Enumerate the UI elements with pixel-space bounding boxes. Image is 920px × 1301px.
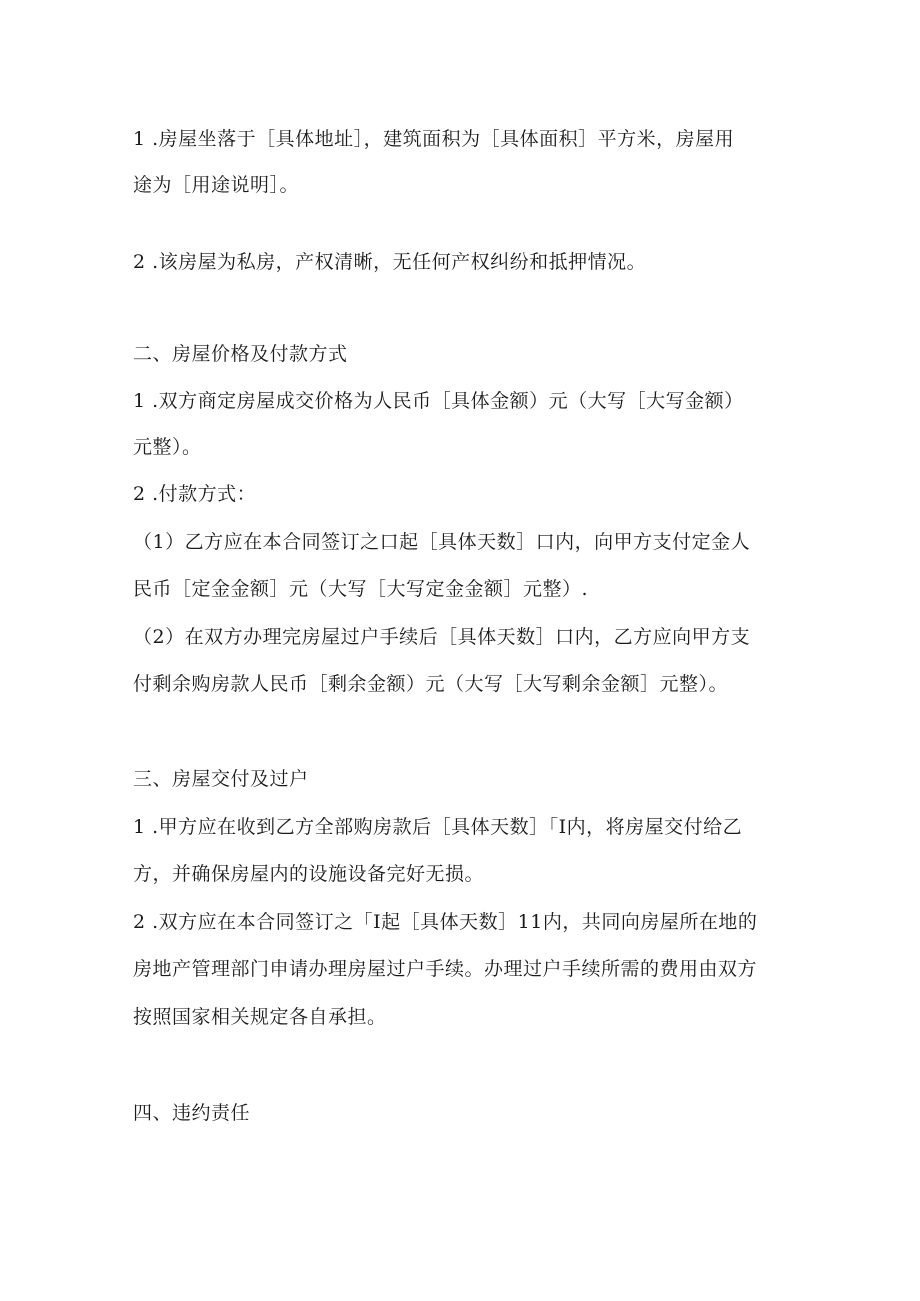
clause-2-2-1-line-2: 民币［定金金额］元（大写［大写定金金额］元整）. xyxy=(133,578,589,600)
clause-1-1-line-1: 1 .房屋坐落于［具体地址］，建筑面积为［具体面积］平方米，房屋用 xyxy=(133,128,735,150)
clause-1-2-line-1: 2 .该房屋为私房，产权清晰，无任何产权纠纷和抵押情况。 xyxy=(133,251,647,273)
clause-2-2-line-1: 2 .付款方式： xyxy=(133,483,257,505)
clause-2-1-line-1: 1 .双方商定房屋成交价格为人民币［具体金额）元（大写［大写金额） xyxy=(133,390,744,412)
clause-3-1-line-1: 1 .甲方应在收到乙方全部购房款后［具体天数］「I内，将房屋交付给乙 xyxy=(133,816,743,838)
clause-3-1-line-2: 方，并确保房屋内的设施设备完好无损。 xyxy=(133,863,485,885)
clause-3-2-line-3: 按照国家相关规定各自承担。 xyxy=(133,1006,387,1028)
clause-2-2-2-line-2: 付剩余购房款人民币［剩余金额）元（大写［大写剩余金额］元整）。 xyxy=(133,673,729,695)
section-heading-price-payment: 二、房屋价格及付款方式 xyxy=(133,343,348,365)
section-heading-delivery-transfer: 三、房屋交付及过户 xyxy=(133,768,309,790)
clause-1-1-line-2: 途为［用途说明］。 xyxy=(133,174,300,196)
clause-2-2-1-line-1: （1）乙方应在本合同签订之口起［具体天数］口内，向甲方支付定金人 xyxy=(133,531,751,553)
section-heading-breach-liability: 四、违约责任 xyxy=(133,1102,251,1124)
clause-3-2-line-2: 房地产管理部门申请办理房屋过户手续。办理过户手续所需的费用由双方 xyxy=(133,958,758,980)
clause-2-1-line-2: 元整）。 xyxy=(133,436,202,458)
clause-3-2-line-1: 2 .双方应在本合同签订之「I起［具体天数］11内，共同向房屋所在地的 xyxy=(133,911,758,933)
clause-2-2-2-line-1: （2）在双方办理完房屋过户手续后［具体天数］口内，乙方应向甲方支 xyxy=(133,626,751,648)
